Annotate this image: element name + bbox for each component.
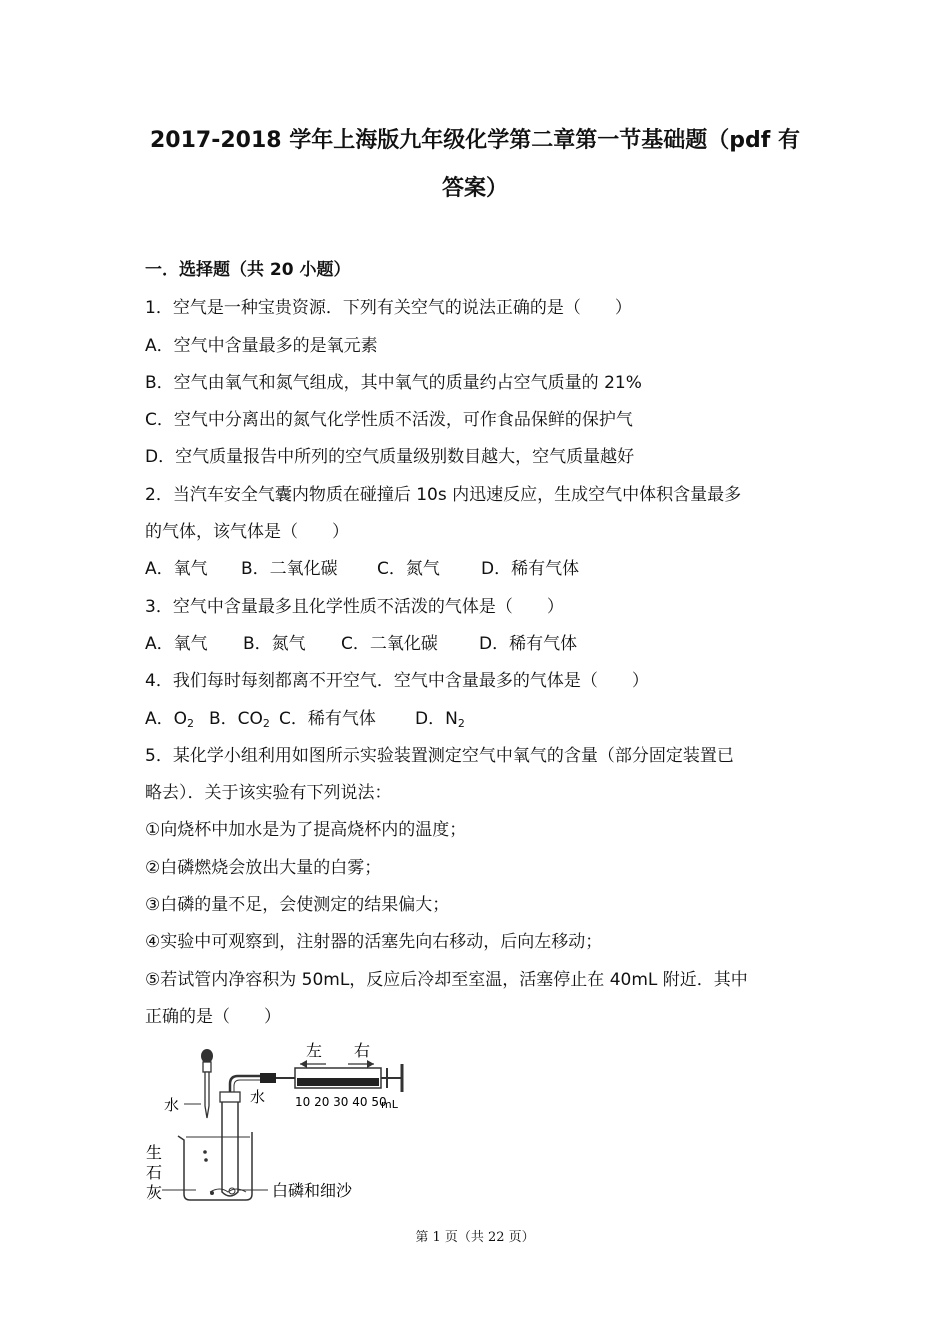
q4-option-d: D．$N_2$ [415,709,465,730]
document-title-line-1: 2017-2018 学年上海版九年级化学第二章第一节基础题（pdf 有 [150,128,800,153]
q3-option-d: D．稀有气体 [479,634,578,654]
left-direction-label: 左 [306,1041,323,1060]
dropper-icon [201,1049,213,1118]
test-tube-icon [203,1092,246,1196]
q2-option-d: D．稀有气体 [481,559,580,579]
q1-stem: 1．空气是一种宝贵资源．下列有关空气的说法正确的是（ ） [145,298,632,318]
q5-statement-1: ①向烧杯中加水是为了提高烧杯内的温度； [145,820,467,840]
phosphorus-sand-label: 白磷和细沙 [272,1181,353,1200]
q5-statement-5: ⑤若试管内净容积为 50mL，反应后冷却至室温，活塞停止在 40mL 附近．其中 [145,970,748,990]
water-label-right: 水 [250,1088,266,1106]
lime-label-1: 生 [146,1143,163,1162]
section-heading: 一．选择题（共 20 小题） [145,260,351,280]
q4-option-a: A．$O_2$ [145,709,195,730]
right-arrow-icon [348,1060,374,1068]
q4-option-c: C．稀有气体 [279,709,376,729]
q3-option-a: A．氧气 [145,634,208,654]
q5-statement-6: 正确的是（ ） [145,1007,281,1027]
syringe-icon [295,1064,402,1092]
lime-label-2: 石 [146,1163,163,1182]
q5-statement-4: ④实验中可观察到，注射器的活塞先向右移动，后向左移动； [145,932,603,952]
q5-statement-2: ②白磷燃烧会放出大量的白雾； [145,858,382,878]
q2-option-a: A．氧气 [145,559,208,579]
q3-options [145,632,825,656]
apparatus-diagram [140,1040,440,1210]
q1-option-c: C．空气中分离出的氮气化学性质不活泼，可作食品保鲜的保护气 [145,410,633,430]
water-label-left: 水 [164,1096,180,1114]
q1-option-b: B．空气由氧气和氮气组成，其中氧气的质量约占空气质量的 21% [145,373,642,393]
syringe-unit: mL [381,1098,398,1111]
left-arrow-icon [300,1060,326,1068]
q2-option-c: C．氮气 [377,559,440,579]
syringe-scale: 10 20 30 40 50 [295,1095,387,1109]
q4-options [145,707,825,736]
q2-option-b: B．二氧化碳 [241,559,338,579]
q5-stem-line-2: 略去）．关于该实验有下列说法： [145,783,392,803]
q4-option-b: B．$CO_2$ [209,709,270,730]
page-footer: 第 1 页（共 22 页） [415,1230,535,1245]
q2-stem-line-1: 2．当汽车安全气囊内物质在碰撞后 10s 内迅速反应，生成空气中体积含量最多 [145,485,742,505]
q5-stem-line-1: 5．某化学小组利用如图所示实验装置测定空气中氧气的含量（部分固定装置已 [145,746,734,766]
q3-stem: 3．空气中含量最多且化学性质不活泼的气体是（ ） [145,597,564,617]
lime-label-3: 灰 [146,1183,163,1202]
q2-stem-line-2: 的气体，该气体是（ ） [145,522,349,542]
q3-option-b: B．氮气 [243,634,306,654]
q4-stem: 4．我们每时每刻都离不开空气．空气中含量最多的气体是（ ） [145,671,649,691]
q3-option-c: C．二氧化碳 [341,634,438,654]
q5-statement-3: ③白磷的量不足，会使测定的结果偏大； [145,895,450,915]
q1-option-d: D．空气质量报告中所列的空气质量级别数目越大，空气质量越好 [145,447,635,467]
right-direction-label: 右 [354,1041,371,1060]
q2-options [145,557,825,581]
q1-option-a: A．空气中含量最多的是氧元素 [145,336,378,356]
document-title-line-2: 答案） [441,176,508,201]
